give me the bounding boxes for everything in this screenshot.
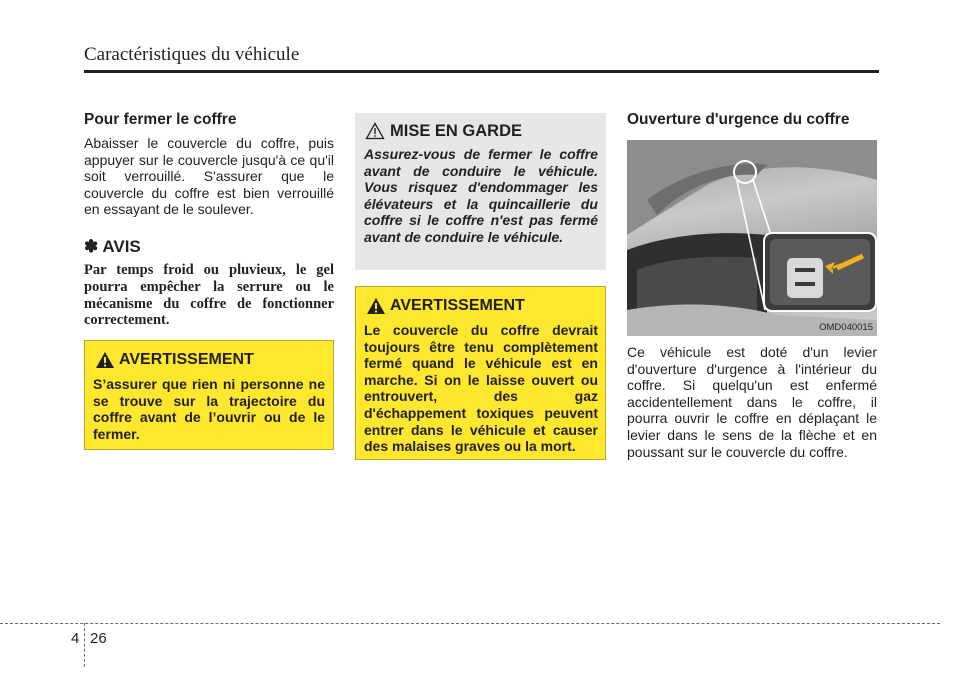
caution-title: MISE EN GARDE [390, 122, 523, 140]
close-trunk-text: Abaisser le couvercle du coffre, puis appuyer sur le couvercle jusqu'à ce qu'il soit verrouillé. S'assurer que le couvercle du coffre est bien verrouillé en essayant de le soulever. [84, 135, 334, 218]
trunk-release-photo [627, 140, 877, 336]
footer-rule [0, 623, 940, 624]
emergency-opening-heading: Ouverture d'urgence du coffre [627, 111, 850, 128]
trunk-photo-illustration [627, 140, 877, 336]
caution-box [355, 113, 606, 270]
caution-text: Assurez-vous de fermer le coffre avant de conduire le véhicule. Vous risquez d'endommager les élévateurs et la quincaillerie du coffre si le coffre n'est pas fermé avant de conduire le véhicule. [364, 146, 598, 245]
emergency-opening-text: Ce véhicule est doté d'un levier d'ouverture d'urgence à l'intérieur du coffre. Si quelqu'un est enfermé accidentellement dans le coffre, il pourra ouvrir le coffre en déplaçant le levier dans le sens de la flèche et en poussant sur le couvercle du coffre. [627, 344, 877, 460]
footer-divider [84, 623, 85, 667]
warning-box-middle [355, 286, 606, 460]
warning-triangle-outline-icon [365, 122, 385, 145]
warning-title: AVERTISSEMENT [390, 297, 525, 314]
header-rule [84, 70, 879, 73]
chapter-number: 4 [71, 630, 80, 647]
page-number: 26 [90, 630, 107, 647]
close-trunk-heading: Pour fermer le coffre [84, 111, 237, 128]
warning-text: S’assurer que rien ni personne ne se trouve sur la trajectoire du coffre avant de l’ouvrir ou de le fermer. [93, 376, 325, 442]
image-code: OMD040015 [819, 322, 873, 333]
warning-title: AVERTISSEMENT [119, 351, 254, 368]
notice-heading: ✽ AVIS [84, 237, 141, 256]
page-header-title: Caractéristiques du véhicule [84, 44, 300, 65]
warning-box-left [84, 340, 334, 450]
warning-triangle-filled-icon [95, 351, 115, 374]
warning-text: Le couvercle du coffre devrait toujours être tenu complètement fermé quand le véhicule est en marche. Si on le laisse ouvert ou entrouvert, des gaz d'échappement toxiques peuvent entrer dans le véhicule et causer des malaises graves ou la mort. [364, 322, 598, 455]
warning-triangle-filled-icon [366, 297, 386, 320]
notice-text: Par temps froid ou pluvieux, le gel pourra empêcher la serrure ou le mécanisme du coffre de fonctionner correctement. [84, 262, 334, 329]
